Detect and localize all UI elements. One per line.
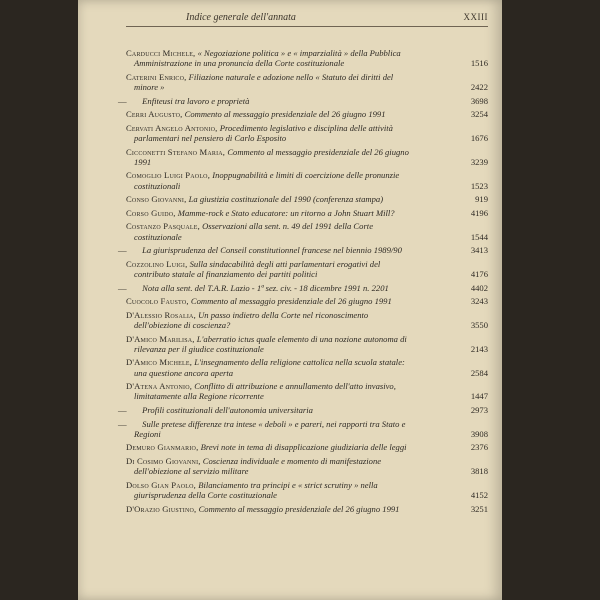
index-entry: [118, 404, 488, 415]
entry-page-number: 1447: [470, 391, 488, 402]
entry-text: [118, 282, 416, 293]
entry-title: Mamme-rock e Stato educatore: un ritorno a John Stuart Mill?: [177, 207, 395, 218]
index-entry: [126, 221, 488, 241]
entry-author: D'Orazio Giustino,: [126, 503, 197, 514]
entry-title: La giurisprudenza del Conseil constitutionnel francese nel biennio 1989/90: [142, 245, 402, 256]
index-entries: [118, 48, 488, 517]
entry-text: [126, 334, 416, 354]
entry-page-number: 2973: [470, 404, 488, 415]
index-entry: [126, 442, 488, 452]
entry-page-number: 3254: [470, 109, 488, 120]
entry-author: —: [118, 282, 127, 293]
index-entry: [118, 95, 488, 106]
entry-text: [118, 404, 416, 415]
entry-author: —: [118, 404, 127, 415]
index-entry: [118, 245, 488, 256]
entry-text: [126, 147, 416, 167]
index-entry: [126, 109, 488, 119]
index-entry: [126, 194, 488, 204]
entry-text: [126, 310, 416, 330]
entry-text: [118, 95, 416, 106]
entry-author: Di Cosimo Giovanni,: [126, 455, 201, 466]
entry-text: [126, 442, 416, 452]
index-entry: [126, 310, 488, 330]
entry-text: [126, 456, 416, 476]
entry-text: [118, 418, 416, 439]
entry-page-number: 4196: [470, 207, 488, 218]
entry-author: —: [118, 245, 127, 256]
index-entry: [126, 381, 488, 401]
entry-author: Demuro Gianmario,: [126, 442, 199, 453]
index-entry: [126, 504, 488, 514]
entry-text: [126, 170, 416, 190]
entry-page-number: 2422: [470, 82, 488, 92]
running-header: [126, 8, 488, 27]
entry-text: [126, 194, 416, 204]
entry-title: Commento al messaggio presidenziale del 26 giugno 1991: [198, 503, 400, 514]
entry-page-number: 2584: [470, 367, 488, 378]
entry-title: Sulla sindacabilità degli atti parlamentari erogativi del contributo statale al finanziamento dei partiti politici: [134, 258, 381, 279]
entry-title: Brevi note in tema di disapplicazione giudiziaria delle leggi: [200, 442, 407, 453]
entry-page-number: 3413: [470, 245, 488, 256]
index-entry: [126, 259, 488, 279]
entry-title: Coscienza individuale e momento di manifestazione dell'obiezione al servizio militare: [134, 455, 382, 477]
entry-author: Caterini Enrico,: [126, 71, 187, 82]
entry-page-number: 919: [475, 194, 488, 205]
entry-author: Cervati Angelo Antonio,: [126, 122, 218, 133]
entry-title: Conflitto di attribuzione e annullamento dell'atto invasivo, limitatamente alla Regione ricorrente: [134, 381, 396, 402]
entry-page-number: 3908: [470, 428, 488, 439]
index-entry: [126, 170, 488, 190]
entry-title: Procedimento legislativo e disciplina delle attività parlamentari nel pensiero di Carlo Esposito: [134, 122, 393, 143]
entry-text: [126, 381, 416, 401]
index-entry: [126, 357, 488, 377]
entry-author: D'Alessio Rosalia,: [126, 309, 196, 320]
entry-title: Commento al messaggio presidenziale del 26 giugno 1991: [184, 109, 386, 120]
entry-page-number: 1523: [470, 180, 488, 191]
entry-author: Cicconetti Stefano Maria,: [126, 146, 226, 157]
index-entry: [126, 334, 488, 354]
index-entry: [126, 480, 488, 500]
page-number: XXIII: [463, 12, 488, 22]
entry-title: Osservazioni alla sent. n. 49 del 1991 della Corte costituzionale: [134, 221, 374, 242]
entry-text: [126, 123, 416, 143]
entry-title: L'insegnamento della religione cattolica nella scuola statale: una questione ancora aperta: [134, 357, 405, 378]
entry-title: Enfiteusi tra lavoro e proprietà: [142, 95, 250, 106]
entry-title: L'aberratio ictus quale elemento di una nozione autonoma di rilevanza per il giudice costituzionale: [134, 333, 407, 354]
entry-text: [118, 245, 416, 256]
entry-title: Sulle pretese differenze tra intese « deboli » e pareri, nei rapporti tra Stato e Regioni: [134, 418, 406, 439]
index-entry: [126, 296, 488, 306]
index-entry: [126, 48, 488, 68]
index-entry: [126, 456, 488, 476]
entry-page-number: 3239: [470, 156, 488, 167]
entry-author: Cozzolino Luigi,: [126, 258, 188, 269]
entry-page-number: 1544: [470, 231, 488, 242]
entry-title: Un passo indietro della Corte nel riconoscimento dell'obiezione di coscienza?: [134, 309, 369, 330]
entry-title: La giustizia costituzionale del 1990 (conferenza stampa): [188, 194, 384, 205]
entry-title: Bilanciamento tra principi e « strict scrutiny » nella giurisprudenza della Corte costituzionale: [134, 479, 378, 500]
entry-page-number: 4402: [470, 282, 488, 293]
index-entry: [126, 72, 488, 92]
entry-title: Commento al messaggio presidenziale del 26 giugno 1991: [134, 146, 409, 167]
entry-author: D'Amico Marilisa,: [126, 333, 195, 344]
entry-page-number: 4176: [470, 268, 488, 279]
entry-page-number: 1516: [470, 58, 488, 69]
index-entry: [126, 147, 488, 167]
entry-author: Conso Giovanni,: [126, 194, 187, 205]
entry-author: —: [118, 95, 127, 106]
entry-page-number: 2376: [470, 442, 488, 453]
entry-page-number: 2143: [470, 343, 488, 354]
index-entry: [118, 418, 488, 439]
entry-page-number: 3698: [470, 95, 488, 106]
entry-title: Commento al messaggio presidenziale del 26 giugno 1991: [190, 296, 392, 307]
entry-page-number: 3550: [470, 319, 488, 330]
entry-text: [126, 504, 416, 514]
entry-text: [126, 259, 416, 279]
entry-author: Dolso Gian Paolo,: [126, 479, 197, 490]
entry-author: Corso Guido,: [126, 207, 176, 218]
running-header-title: Indice generale dell'annata: [186, 11, 296, 23]
entry-title: Nota alla sent. del T.A.R. Lazio - 1ª sez. civ. - 18 dicembre 1991 n. 2201: [142, 282, 389, 293]
entry-author: Comoglio Luigi Paolo,: [126, 170, 211, 181]
index-entry: [126, 208, 488, 218]
entry-text: [126, 109, 416, 119]
entry-author: Cerri Augusto,: [126, 109, 183, 120]
entry-text: [126, 208, 416, 218]
index-entry: [118, 282, 488, 293]
entry-text: [126, 221, 416, 241]
entry-author: Carducci Michele,: [126, 48, 196, 58]
entry-title: Filiazione naturale e adozione nello « Statuto dei diritti del minore »: [134, 71, 394, 92]
entry-title: « Negoziazione politica » e « imparzialità » della Pubblica Amministrazione in una pronuncia della Corte costituzionale: [134, 48, 401, 69]
index-entry: [126, 123, 488, 143]
entry-page-number: 3818: [470, 466, 488, 477]
entry-title: Profili costituzionali dell'autonomia universitaria: [142, 404, 313, 415]
entry-text: [126, 48, 416, 68]
entry-title: Inoppugnabilità e limiti di coercizione delle pronunzie costituzionali: [134, 170, 400, 191]
entry-text: [126, 296, 416, 306]
entry-text: [126, 72, 416, 92]
entry-text: [126, 480, 416, 500]
entry-page-number: 1676: [470, 132, 488, 143]
entry-author: D'Amico Michele,: [126, 357, 193, 368]
entry-author: Cuocolo Fausto,: [126, 296, 189, 307]
book-page: [78, 0, 502, 600]
entry-author: D'Atena Antonio,: [126, 381, 193, 392]
entry-page-number: 3251: [470, 503, 488, 514]
entry-author: Costanzo Pasquale,: [126, 221, 200, 232]
entry-page-number: 3243: [470, 296, 488, 307]
entry-author: —: [118, 418, 127, 429]
entry-text: [126, 357, 416, 377]
entry-page-number: 4152: [470, 489, 488, 500]
